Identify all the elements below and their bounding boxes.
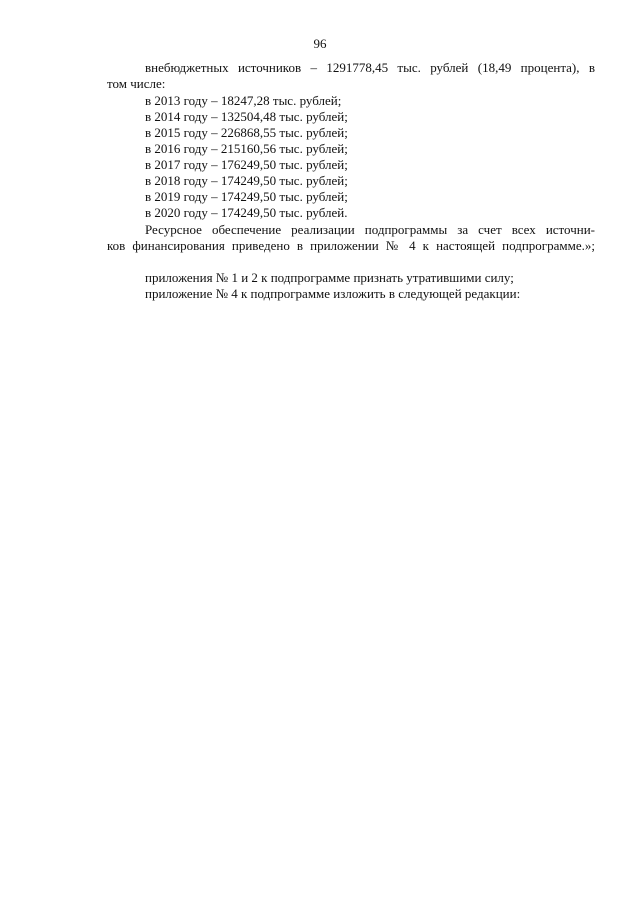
- list-item: в 2016 году – 215160,56 тыс. рублей;: [145, 141, 348, 156]
- paragraph-line: ков финансирования приведено в приложении № 4 к настоящей подпрограмме.»;: [107, 238, 595, 253]
- list-item: в 2020 году – 174249,50 тыс. рублей.: [145, 205, 348, 220]
- list-item: в 2014 году – 132504,48 тыс. рублей;: [145, 109, 348, 124]
- page-number: 96: [313, 36, 327, 51]
- paragraph-line: приложение № 4 к подпрограмме изложить в следующей редакции:: [145, 286, 521, 301]
- list-item: в 2015 году – 226868,55 тыс. рублей;: [145, 125, 348, 140]
- paragraph-line: приложения № 1 и 2 к подпрограмме признать утратившими силу;: [145, 270, 514, 285]
- paragraph-line: том числе:: [107, 76, 166, 91]
- list-item: в 2018 году – 174249,50 тыс. рублей;: [145, 173, 348, 188]
- list-item: в 2017 году – 176249,50 тыс. рублей;: [145, 157, 348, 172]
- paragraph-line: Ресурсное обеспечение реализации подпрограммы за счет всех источни-: [145, 222, 595, 237]
- paragraph-line: внебюджетных источников – 1291778,45 тыс. рублей (18,49 процента), в: [145, 60, 595, 75]
- list-item: в 2013 году – 18247,28 тыс. рублей;: [145, 93, 342, 108]
- list-item: в 2019 году – 174249,50 тыс. рублей;: [145, 189, 348, 204]
